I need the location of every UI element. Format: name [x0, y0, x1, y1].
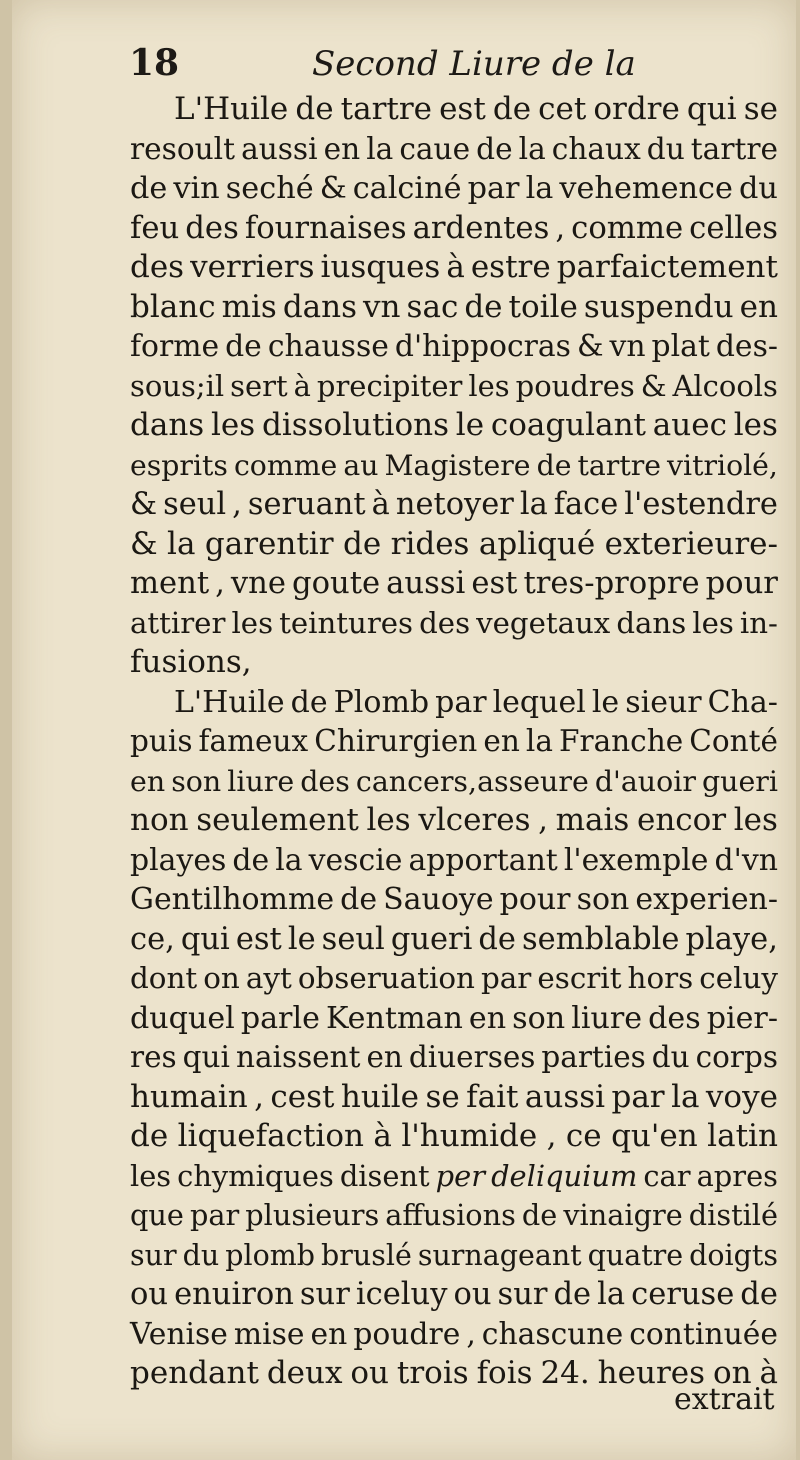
running-title: Second Liure de la: [312, 44, 636, 84]
text-line: L'Huile de tartre est de cet ordre qui se: [174, 91, 778, 127]
text-line: playes de la vescie apportant l'exemple d'vn: [130, 842, 778, 878]
text-line: de vin seché & calciné par la vehemence du: [130, 171, 778, 206]
text-line: duquel parle Kentman en son liure des pier-: [130, 1000, 778, 1036]
text-line: en son liure des cancers,asseure d'auoir gueri: [130, 764, 778, 798]
text-line: esprits comme au Magistere de tartre vitriolé,: [130, 448, 778, 482]
text-line: L'Huile de Plomb par lequel le sieur Cha-: [174, 684, 778, 720]
page-header: [117, 42, 677, 90]
text-line: des verriers iusques à estre parfaictement: [130, 249, 778, 285]
text-line: dont on ayt obseruation par escrit hors celuy: [130, 961, 778, 995]
text-line: Venise mise en poudre , chascune continuée: [130, 1316, 778, 1352]
body-text: [130, 90, 778, 1394]
text-line: humain , cest huile se fait aussi par la voye: [130, 1078, 778, 1115]
text-line: blanc mis dans vn sac de toile suspendu en: [130, 288, 778, 325]
text-line: que par plusieurs affusions de vinaigre distilé: [130, 1198, 778, 1232]
text-line: attirer les teintures des vegetaux dans les in-: [130, 605, 778, 640]
text-line: & seul , seruant à netoyer la face l'estendre: [130, 487, 778, 522]
book-page: [12, 0, 796, 1460]
text-line: de liquefaction à l'humide , ce qu'en latin: [130, 1118, 778, 1154]
text-line: forme de chausse d'hippocras & vn plat des-: [130, 329, 778, 364]
text-line: feu des fournaises ardentes , comme celles: [130, 210, 778, 246]
text-line: puis fameux Chirurgien en la Franche Conté: [130, 724, 778, 758]
text-line: res qui naissent en diuerses parties du corps: [130, 1040, 778, 1074]
text-line: & la garentir de rides apliqué exterieure-: [130, 525, 778, 562]
text-line: sous;il sert à precipiter les poudres & Alcools: [130, 368, 778, 403]
text-line: resoult aussi en la caue de la chaux du tartre: [130, 131, 778, 166]
text-line: sur du plomb bruslé surnageant quatre doigts: [130, 1238, 778, 1272]
text-line: ce, qui est le seul gueri de semblable playe,: [130, 921, 778, 957]
text-line: ou enuiron sur iceluy ou sur de la ceruse de: [130, 1277, 778, 1312]
text-line: non seulement les vlceres , mais encor les: [130, 802, 778, 838]
text-line: fusions,: [130, 644, 252, 680]
text-line: pendant deux ou trois fois 24. heures on à: [130, 1355, 778, 1391]
text-line: dans les dissolutions le coagulant auec les: [130, 407, 778, 443]
text-line: Gentilhomme de Sauoye pour son experien-: [130, 882, 778, 917]
catchword: extrait: [674, 1382, 775, 1417]
page-number: 18: [129, 42, 180, 84]
text-line: les chymiques disent per deliquium car apres: [130, 1158, 778, 1193]
text-line: ment , vne goute aussi est tres-propre pour: [130, 566, 778, 601]
